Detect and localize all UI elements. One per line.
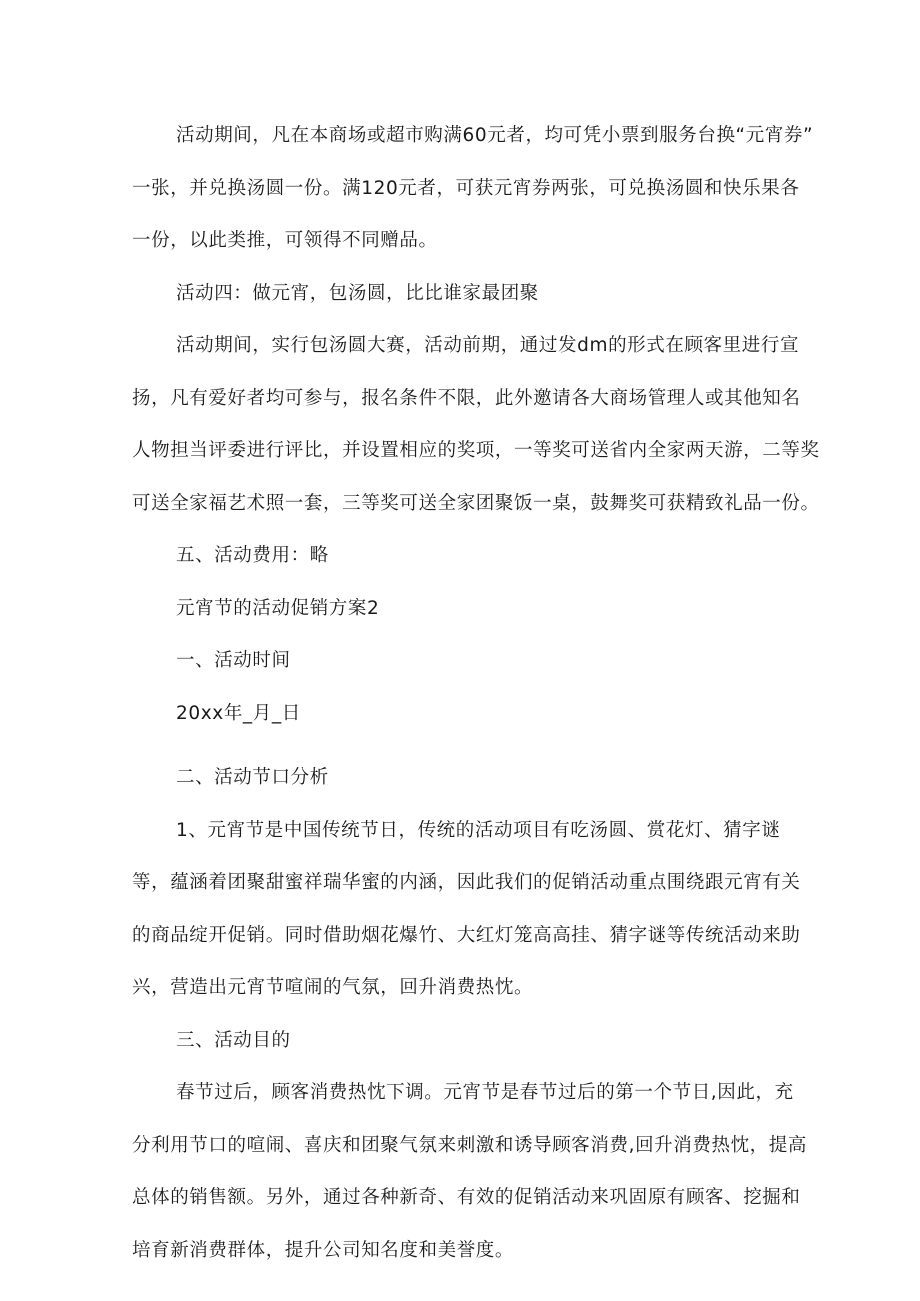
text-line: 活动期间，凡在本商场或超市购满60元者，均可凭小票到服务台换“元宵券”	[176, 125, 814, 146]
heading-activity-goal	[132, 1015, 796, 1068]
paragraph-gift-exchange	[132, 110, 814, 268]
text-line: 活动期间，实行包汤圆大赛，活动前期，通过发dm的形式在顾客里进行宣	[176, 335, 800, 356]
spacer	[132, 740, 796, 752]
text-line: 的商品绽开促销。同时借助烟花爆竹、大红灯笼高高挂、猜字谜等传统活动来助	[132, 924, 801, 946]
heading-activity-cost	[132, 530, 796, 583]
text-line: 可送全家福艺术照一套，三等奖可送全家团聚饭一桌，鼓舞奖可获精致礼品一份。	[132, 492, 820, 514]
section-title-plan-2	[132, 583, 796, 636]
text-line: 一份，以此类推，可领得不同赠品。	[132, 230, 438, 251]
heading-activity-four	[132, 268, 796, 321]
text-line: 一、活动时间	[176, 650, 291, 671]
text-line: 五、活动费用：略	[176, 545, 329, 566]
text-line: 一张，并兑换汤圆一份。满120元者，可获元宵券两张，可兑换汤圆和快乐果各	[132, 177, 800, 199]
text-line: 总体的销售额。另外，通过各种新奇、有效的促销活动来巩固原有顾客、挖掘和	[132, 1187, 801, 1208]
paragraph-dumpling-contest	[132, 320, 820, 530]
text-line: 20xx年_月_日	[176, 702, 301, 724]
text-line: 活动四：做元宵，包汤圆，比比谁家最团聚	[176, 282, 539, 304]
text-line: 元宵节的活动促销方案2	[176, 597, 380, 619]
heading-activity-time	[132, 635, 796, 688]
paragraph-holiday-analysis	[132, 805, 801, 1015]
text-line: 人物担当评委进行评比，并设置相应的奖项，一等奖可送省内全家两天游，二等奖	[132, 440, 820, 461]
document-page	[132, 110, 820, 1277]
text-line: 二、活动节口分析	[176, 767, 329, 788]
activity-date	[132, 688, 796, 741]
text-line: 1、元宵节是中国传统节日，传统的活动项目有吃汤圆、赏花灯、猜字谜	[176, 819, 781, 841]
text-line: 培育新消费群体，提升公司知名度和美誉度。	[132, 1239, 515, 1261]
text-line: 三、活动目的	[176, 1029, 291, 1051]
text-line: 分利用节口的喧闹、喜庆和团聚气氛来刺激和诱导顾客消费,回升消费热忱，提高	[132, 1134, 807, 1156]
text-line: 扬，凡有爱好者均可参与，报名条件不限，此外邀请各大商场管理人或其他知名	[132, 387, 801, 409]
text-line: 等，蕴涵着团聚甜蜜祥瑞华蜜的内涵，因此我们的促销活动重点围绕跟元宵有关	[132, 872, 801, 893]
text-line: 兴，营造出元宵节喧闹的气氛，回升消费热忱。	[132, 977, 534, 998]
paragraph-activity-goal	[132, 1067, 807, 1277]
text-line: 春节过后，顾客消费热忱下调。元宵节是春节过后的第一个节日,因此，充	[176, 1082, 794, 1103]
heading-holiday-analysis	[132, 752, 796, 805]
